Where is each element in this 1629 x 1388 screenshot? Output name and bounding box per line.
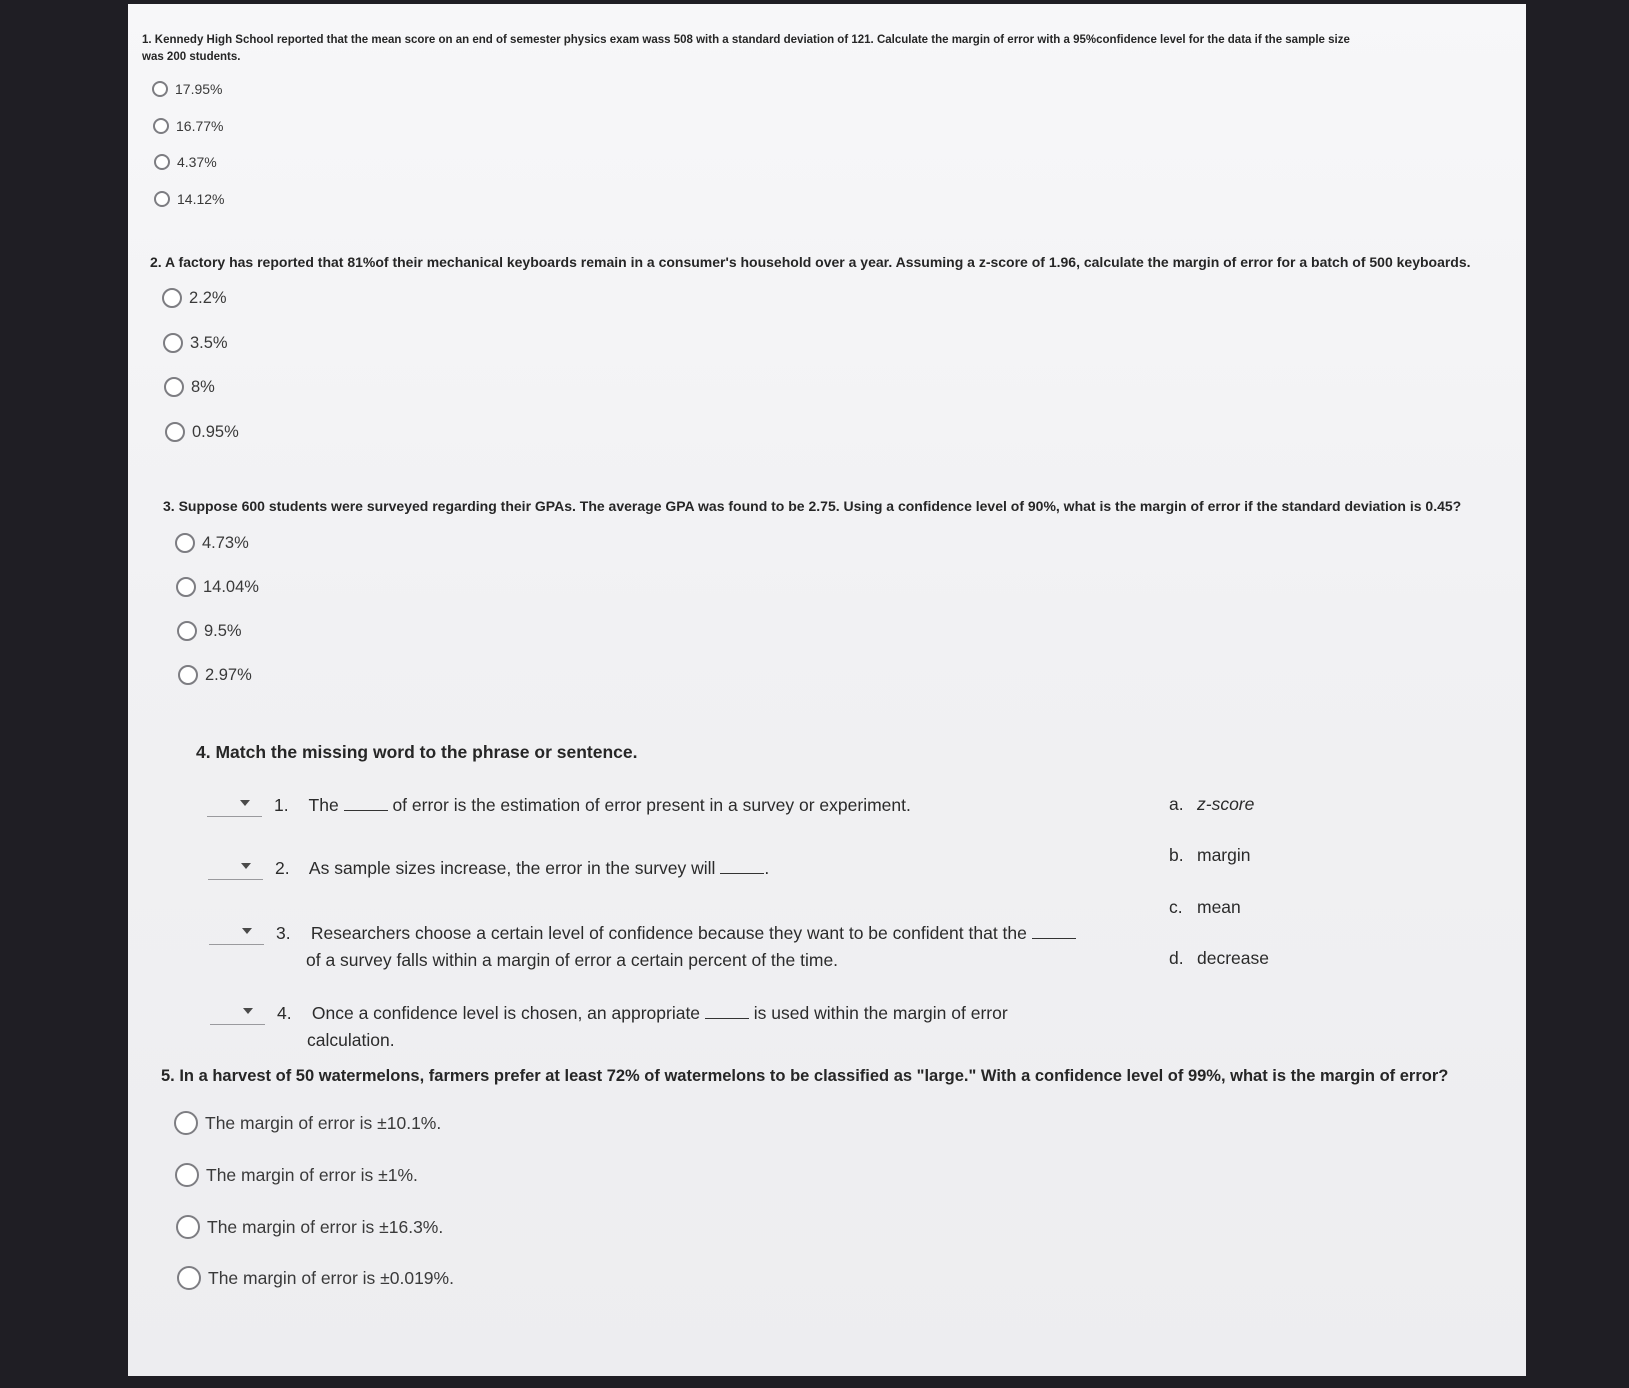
option-label: 17.95% xyxy=(175,81,223,97)
radio-button[interactable] xyxy=(175,533,195,553)
radio-button[interactable] xyxy=(164,377,184,397)
radio-button[interactable] xyxy=(163,333,183,353)
choice-text: z-score xyxy=(1197,794,1255,814)
q5-option-2[interactable] xyxy=(175,1163,418,1187)
match-item-number: 3. xyxy=(276,923,291,943)
radio-button[interactable] xyxy=(165,422,185,442)
choice-text: decrease xyxy=(1197,948,1269,968)
match-item-3 xyxy=(276,920,1076,974)
match-2-dropdown[interactable] xyxy=(208,857,263,880)
q2-option-3[interactable] xyxy=(164,377,215,397)
q3-option-3[interactable] xyxy=(177,621,242,641)
match-item-text-line-2: calculation. xyxy=(307,1030,395,1050)
radio-button[interactable] xyxy=(154,191,170,207)
question-1-line-2: was 200 students. xyxy=(142,51,241,63)
option-label: 14.04% xyxy=(203,577,259,596)
match-item-4 xyxy=(277,1000,1008,1054)
match-item-number: 1. xyxy=(274,795,289,815)
choice-letter: b. xyxy=(1169,845,1184,865)
radio-button[interactable] xyxy=(154,154,170,170)
match-choice-c xyxy=(1169,897,1241,918)
radio-button[interactable] xyxy=(174,1111,198,1135)
q2-option-1[interactable] xyxy=(162,288,227,308)
option-label: 2.2% xyxy=(189,288,227,307)
q3-option-2[interactable] xyxy=(176,577,259,597)
answer-blank xyxy=(1032,937,1076,939)
match-item-number: 2. xyxy=(275,858,290,878)
q5-option-4[interactable] xyxy=(177,1266,454,1290)
match-item-text-post: of error is the estimation of error present in a survey or experiment. xyxy=(392,795,911,815)
question-5-text: 5. In a harvest of 50 watermelons, farmers prefer at least 72% of watermelons to be classified as "large." With a confidence level of 99%, what is the margin of error? xyxy=(161,1067,1449,1085)
radio-button[interactable] xyxy=(177,621,197,641)
match-3-dropdown[interactable] xyxy=(209,922,264,945)
answer-blank xyxy=(344,809,388,811)
q2-option-2[interactable] xyxy=(163,333,228,353)
radio-button[interactable] xyxy=(176,1215,200,1239)
radio-button[interactable] xyxy=(152,81,168,97)
question-1-text xyxy=(142,32,1350,66)
option-label: The margin of error is ±0.019%. xyxy=(208,1267,454,1288)
question-1-line-1: 1. Kennedy High School reported that the mean score on an end of semester physics exam wass 508 with a standard deviation of 121. Calculate the margin of error with a 95%confidence level for the data if the sample size xyxy=(142,34,1350,46)
caret-down-icon xyxy=(242,928,252,934)
q1-option-2[interactable] xyxy=(153,118,223,134)
radio-button[interactable] xyxy=(162,288,182,308)
answer-blank xyxy=(720,872,764,874)
caret-down-icon xyxy=(241,863,251,869)
q3-option-1[interactable] xyxy=(175,533,249,553)
caret-down-icon xyxy=(240,800,250,806)
option-label: The margin of error is ±16.3%. xyxy=(207,1216,444,1237)
match-item-number: 4. xyxy=(277,1003,292,1023)
q1-option-1[interactable] xyxy=(152,81,222,97)
question-4-title: 4. Match the missing word to the phrase or sentence. xyxy=(196,742,638,762)
match-item-text-pre: The xyxy=(308,795,339,815)
radio-button[interactable] xyxy=(153,118,169,134)
q1-option-4[interactable] xyxy=(154,191,224,207)
match-choice-d xyxy=(1169,948,1269,969)
option-label: 4.37% xyxy=(177,154,217,170)
match-item-text-pre: As sample sizes increase, the error in the survey will xyxy=(308,858,716,878)
match-item-text-post: . xyxy=(764,858,770,878)
match-item-text-pre: Researchers choose a certain level of confidence because they want to be confident that the xyxy=(310,923,1027,943)
option-label: The margin of error is ±1%. xyxy=(206,1164,418,1185)
option-label: The margin of error is ±10.1%. xyxy=(205,1112,442,1133)
q5-option-3[interactable] xyxy=(176,1215,443,1239)
option-label: 14.12% xyxy=(177,191,225,207)
option-label: 2.97% xyxy=(205,665,252,684)
choice-letter: a. xyxy=(1169,794,1184,814)
match-item-text-pre: Once a confidence level is chosen, an appropriate xyxy=(311,1003,701,1023)
option-label: 16.77% xyxy=(176,118,224,134)
question-2-text: 2. A factory has reported that 81%of their mechanical keyboards remain in a consumer's household over a year. Assuming a z-score of 1.96, calculate the margin of error for a batch of 500 keyboards. xyxy=(150,254,1471,270)
match-4-dropdown[interactable] xyxy=(210,1002,265,1025)
radio-button[interactable] xyxy=(176,577,196,597)
option-label: 9.5% xyxy=(204,621,242,640)
match-choice-a xyxy=(1169,794,1254,815)
q5-option-1[interactable] xyxy=(174,1111,441,1135)
radio-button[interactable] xyxy=(177,1266,201,1290)
question-3-text: 3. Suppose 600 students were surveyed regarding their GPAs. The average GPA was found to be 2.75. Using a confidence level of 90%, what is the margin of error if the standard deviation is 0.45? xyxy=(163,498,1462,514)
answer-blank xyxy=(705,1017,749,1019)
match-choice-b xyxy=(1169,845,1251,866)
quiz-page xyxy=(128,4,1526,1376)
q2-option-4[interactable] xyxy=(165,422,239,442)
match-item-text-post: is used within the margin of error xyxy=(753,1003,1008,1023)
choice-letter: d. xyxy=(1169,948,1184,968)
q1-option-3[interactable] xyxy=(154,154,217,170)
q3-option-4[interactable] xyxy=(178,665,252,685)
choice-text: margin xyxy=(1197,845,1251,865)
match-item-text-line-2: of a survey falls within a margin of error a certain percent of the time. xyxy=(306,950,839,970)
match-item-1 xyxy=(274,792,911,819)
option-label: 3.5% xyxy=(190,333,228,352)
choice-text: mean xyxy=(1197,897,1241,917)
match-item-2 xyxy=(275,855,769,882)
option-label: 8% xyxy=(191,377,215,396)
radio-button[interactable] xyxy=(178,665,198,685)
caret-down-icon xyxy=(243,1008,253,1014)
match-1-dropdown[interactable] xyxy=(207,794,262,817)
option-label: 4.73% xyxy=(202,533,249,552)
radio-button[interactable] xyxy=(175,1163,199,1187)
option-label: 0.95% xyxy=(192,422,239,441)
choice-letter: c. xyxy=(1169,897,1183,917)
